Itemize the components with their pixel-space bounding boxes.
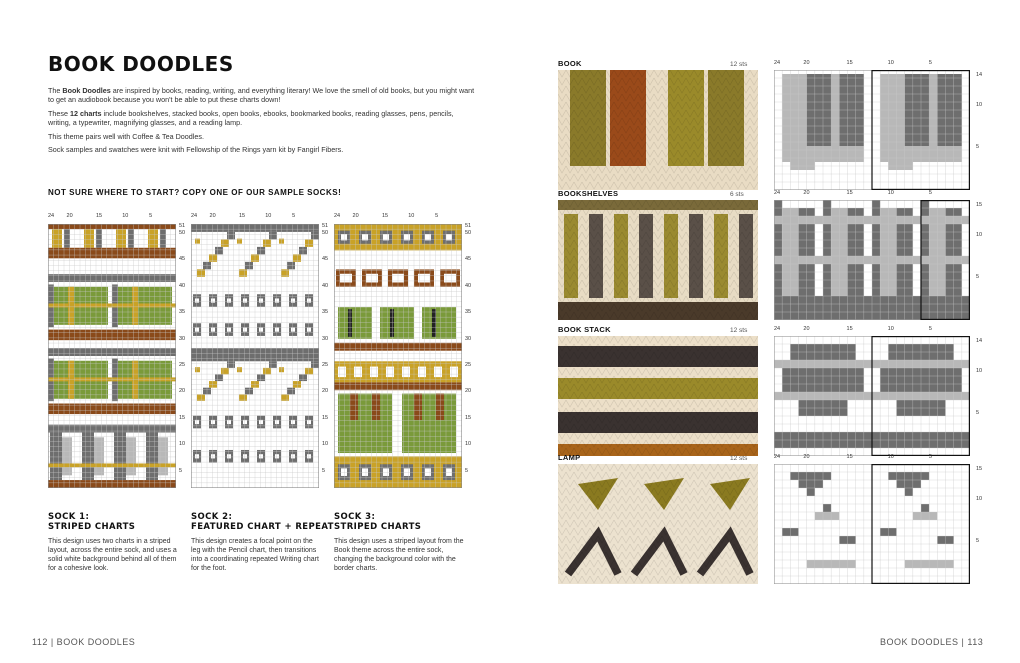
sock-2-col-number: 15 bbox=[239, 213, 246, 219]
sock-1-row-number: 30 bbox=[179, 335, 186, 342]
stitch-count: 12 sts bbox=[730, 455, 748, 462]
sock-3-row-number: 5 bbox=[465, 467, 469, 474]
sock-1-row-number: 40 bbox=[179, 282, 186, 289]
sock-2-row-number: 10 bbox=[322, 441, 329, 448]
sock-1-col-number: 5 bbox=[149, 213, 153, 219]
sock-2-row-number: 25 bbox=[322, 361, 329, 368]
sock-3-row-number: 35 bbox=[465, 309, 472, 316]
grid-col-number: 5 bbox=[928, 326, 932, 332]
intro-paragraph-2: These 12 charts include bookshelves, stacked books, open books, ebooks, bookmarked books, reading glasses, pens, pencils, writing, a typewriter, magnifying glasses, and a reading lamp. bbox=[48, 108, 454, 128]
sock-3-row-number: 51 bbox=[465, 223, 472, 230]
sock-1-row-number: 20 bbox=[179, 388, 186, 395]
grid-col-number: 20 bbox=[803, 326, 810, 332]
grid-col-number: 20 bbox=[803, 60, 810, 66]
grid-col-number: 10 bbox=[887, 326, 894, 332]
grid-col-number: 5 bbox=[928, 190, 932, 196]
knit-swatch-photo bbox=[558, 70, 758, 190]
grid-chart-lamp bbox=[774, 464, 970, 584]
grid-col-number: 24 bbox=[774, 454, 781, 460]
sock-2-row-number: 15 bbox=[322, 414, 329, 421]
chart-label-book-stack: BOOK STACK bbox=[558, 325, 611, 334]
stitch-count: 12 sts bbox=[730, 61, 748, 68]
sock-2-row-number: 50 bbox=[322, 229, 329, 236]
sock-2-row-number: 35 bbox=[322, 309, 329, 316]
grid-col-number: 24 bbox=[774, 326, 781, 332]
knit-swatch-photo bbox=[558, 464, 758, 584]
stitch-count: 6 sts bbox=[730, 191, 744, 198]
sock-1-col-number: 10 bbox=[122, 213, 129, 219]
sock-3-chart bbox=[334, 224, 462, 488]
grid-col-number: 15 bbox=[846, 326, 853, 332]
knit-swatch-photo bbox=[558, 200, 758, 320]
sock-3-col-number: 5 bbox=[435, 213, 439, 219]
grid-row-number: 10 bbox=[976, 232, 983, 238]
sock-1-col-number: 24 bbox=[48, 213, 55, 219]
chart-label-book: BOOK bbox=[558, 59, 582, 68]
sock-3-row-number: 30 bbox=[465, 335, 472, 342]
sock-1-title: SOCK 1: STRIPED CHARTS bbox=[48, 512, 136, 532]
grid-row-number: 5 bbox=[976, 410, 980, 416]
intro-text bbox=[48, 86, 478, 158]
grid-chart-book bbox=[774, 70, 970, 190]
sock-1-chart bbox=[48, 224, 176, 488]
intro-paragraph-4: Sock samples and swatches were knit with Fellowship of the Rings yarn kit by Fangirl Fibers. bbox=[48, 145, 344, 155]
grid-row-number: 10 bbox=[976, 496, 983, 502]
sock-1-row-number: 25 bbox=[179, 361, 186, 368]
intro-paragraph-3: This theme pairs well with Coffee & Tea Doodles. bbox=[48, 131, 204, 141]
sock-3-row-number: 45 bbox=[465, 256, 472, 263]
sock-2-row-number: 20 bbox=[322, 388, 329, 395]
grid-row-number: 14 bbox=[976, 72, 983, 78]
sock-2-row-number: 5 bbox=[322, 467, 326, 474]
sock-1-row-number: 5 bbox=[179, 467, 183, 474]
sock-1-row-number: 35 bbox=[179, 309, 186, 316]
sock-2-col-number: 5 bbox=[292, 213, 296, 219]
sock-1-row-number: 45 bbox=[179, 256, 186, 263]
grid-chart-bookshelves bbox=[774, 200, 970, 320]
sock-3-row-number: 20 bbox=[465, 388, 472, 395]
sock-3-col-number: 24 bbox=[334, 213, 341, 219]
stitch-count: 12 sts bbox=[730, 327, 748, 334]
grid-col-number: 24 bbox=[774, 190, 781, 196]
grid-row-number: 5 bbox=[976, 144, 980, 150]
sock-3-row-number: 25 bbox=[465, 361, 472, 368]
sock-3-col-number: 20 bbox=[352, 213, 359, 219]
sock-3-title: SOCK 3: STRIPED CHARTS bbox=[334, 512, 422, 532]
sample-socks-heading: NOT SURE WHERE TO START? COPY ONE OF OUR SAMPLE SOCKS! bbox=[48, 188, 342, 197]
grid-col-number: 10 bbox=[887, 190, 894, 196]
sock-3-row-number: 10 bbox=[465, 441, 472, 448]
grid-row-number: 14 bbox=[976, 338, 983, 344]
sock-3-row-number: 50 bbox=[465, 229, 472, 236]
grid-col-number: 15 bbox=[846, 190, 853, 196]
grid-row-number: 15 bbox=[976, 202, 983, 208]
sock-3-row-number: 40 bbox=[465, 282, 472, 289]
sock-1-row-number: 10 bbox=[179, 441, 186, 448]
grid-col-number: 5 bbox=[928, 454, 932, 460]
intro-paragraph-1: The Book Doodles are inspired by books, reading, writing, and everything literary! We love the smell of old books, but you might want to get an audiobook because you won't be able to put these charts down! bbox=[48, 86, 475, 105]
sock-2-row-number: 51 bbox=[322, 223, 329, 230]
sock-2-title: SOCK 2: FEATURED CHART + REPEAT bbox=[191, 512, 334, 532]
grid-col-number: 10 bbox=[887, 454, 894, 460]
sock-3-col-number: 15 bbox=[382, 213, 389, 219]
sock-2-col-number: 20 bbox=[209, 213, 216, 219]
grid-row-number: 10 bbox=[976, 102, 983, 108]
sock-2-row-number: 45 bbox=[322, 256, 329, 263]
sock-2-chart bbox=[191, 224, 319, 488]
sock-2-col-number: 10 bbox=[265, 213, 272, 219]
sock-3-row-number: 15 bbox=[465, 414, 472, 421]
knit-swatch-photo bbox=[558, 336, 758, 456]
sock-1-row-number: 15 bbox=[179, 414, 186, 421]
grid-col-number: 20 bbox=[803, 454, 810, 460]
grid-row-number: 5 bbox=[976, 274, 980, 280]
grid-col-number: 20 bbox=[803, 190, 810, 196]
sock-1-row-number: 51 bbox=[179, 223, 186, 230]
sock-1-description: This design uses two charts in a striped layout, across the entire sock, and uses a solid white background behind all of them for a cohesive look. bbox=[48, 538, 177, 572]
sock-1-col-number: 20 bbox=[66, 213, 73, 219]
chart-label-lamp: LAMP bbox=[558, 453, 581, 462]
page-title: BOOK DOODLES bbox=[48, 52, 234, 76]
sock-3-col-number: 10 bbox=[408, 213, 415, 219]
grid-row-number: 15 bbox=[976, 466, 983, 472]
sock-2-col-number: 24 bbox=[191, 213, 198, 219]
sock-2-row-number: 40 bbox=[322, 282, 329, 289]
sock-2-row-number: 30 bbox=[322, 335, 329, 342]
sock-2-description: This design creates a focal point on the leg with the Pencil chart, then transitions into a coordinating repeated Writing chart for the foot. bbox=[191, 538, 319, 572]
grid-row-number: 5 bbox=[976, 538, 980, 544]
grid-col-number: 24 bbox=[774, 60, 781, 66]
grid-col-number: 10 bbox=[887, 60, 894, 66]
grid-chart-book-stack bbox=[774, 336, 970, 456]
right-page-footer: BOOK DOODLES | 113 bbox=[880, 637, 984, 647]
grid-col-number: 15 bbox=[846, 60, 853, 66]
chart-label-bookshelves: BOOKSHELVES bbox=[558, 189, 619, 198]
sock-1-row-number: 50 bbox=[179, 229, 186, 236]
grid-col-number: 5 bbox=[928, 60, 932, 66]
grid-col-number: 15 bbox=[846, 454, 853, 460]
sock-1-col-number: 15 bbox=[96, 213, 103, 219]
left-page-footer: 112 | BOOK DOODLES bbox=[32, 637, 136, 647]
grid-row-number: 10 bbox=[976, 368, 983, 374]
sock-3-description: This design uses a striped layout from the Book theme across the entire sock, changing the background color with the border charts. bbox=[334, 538, 464, 572]
